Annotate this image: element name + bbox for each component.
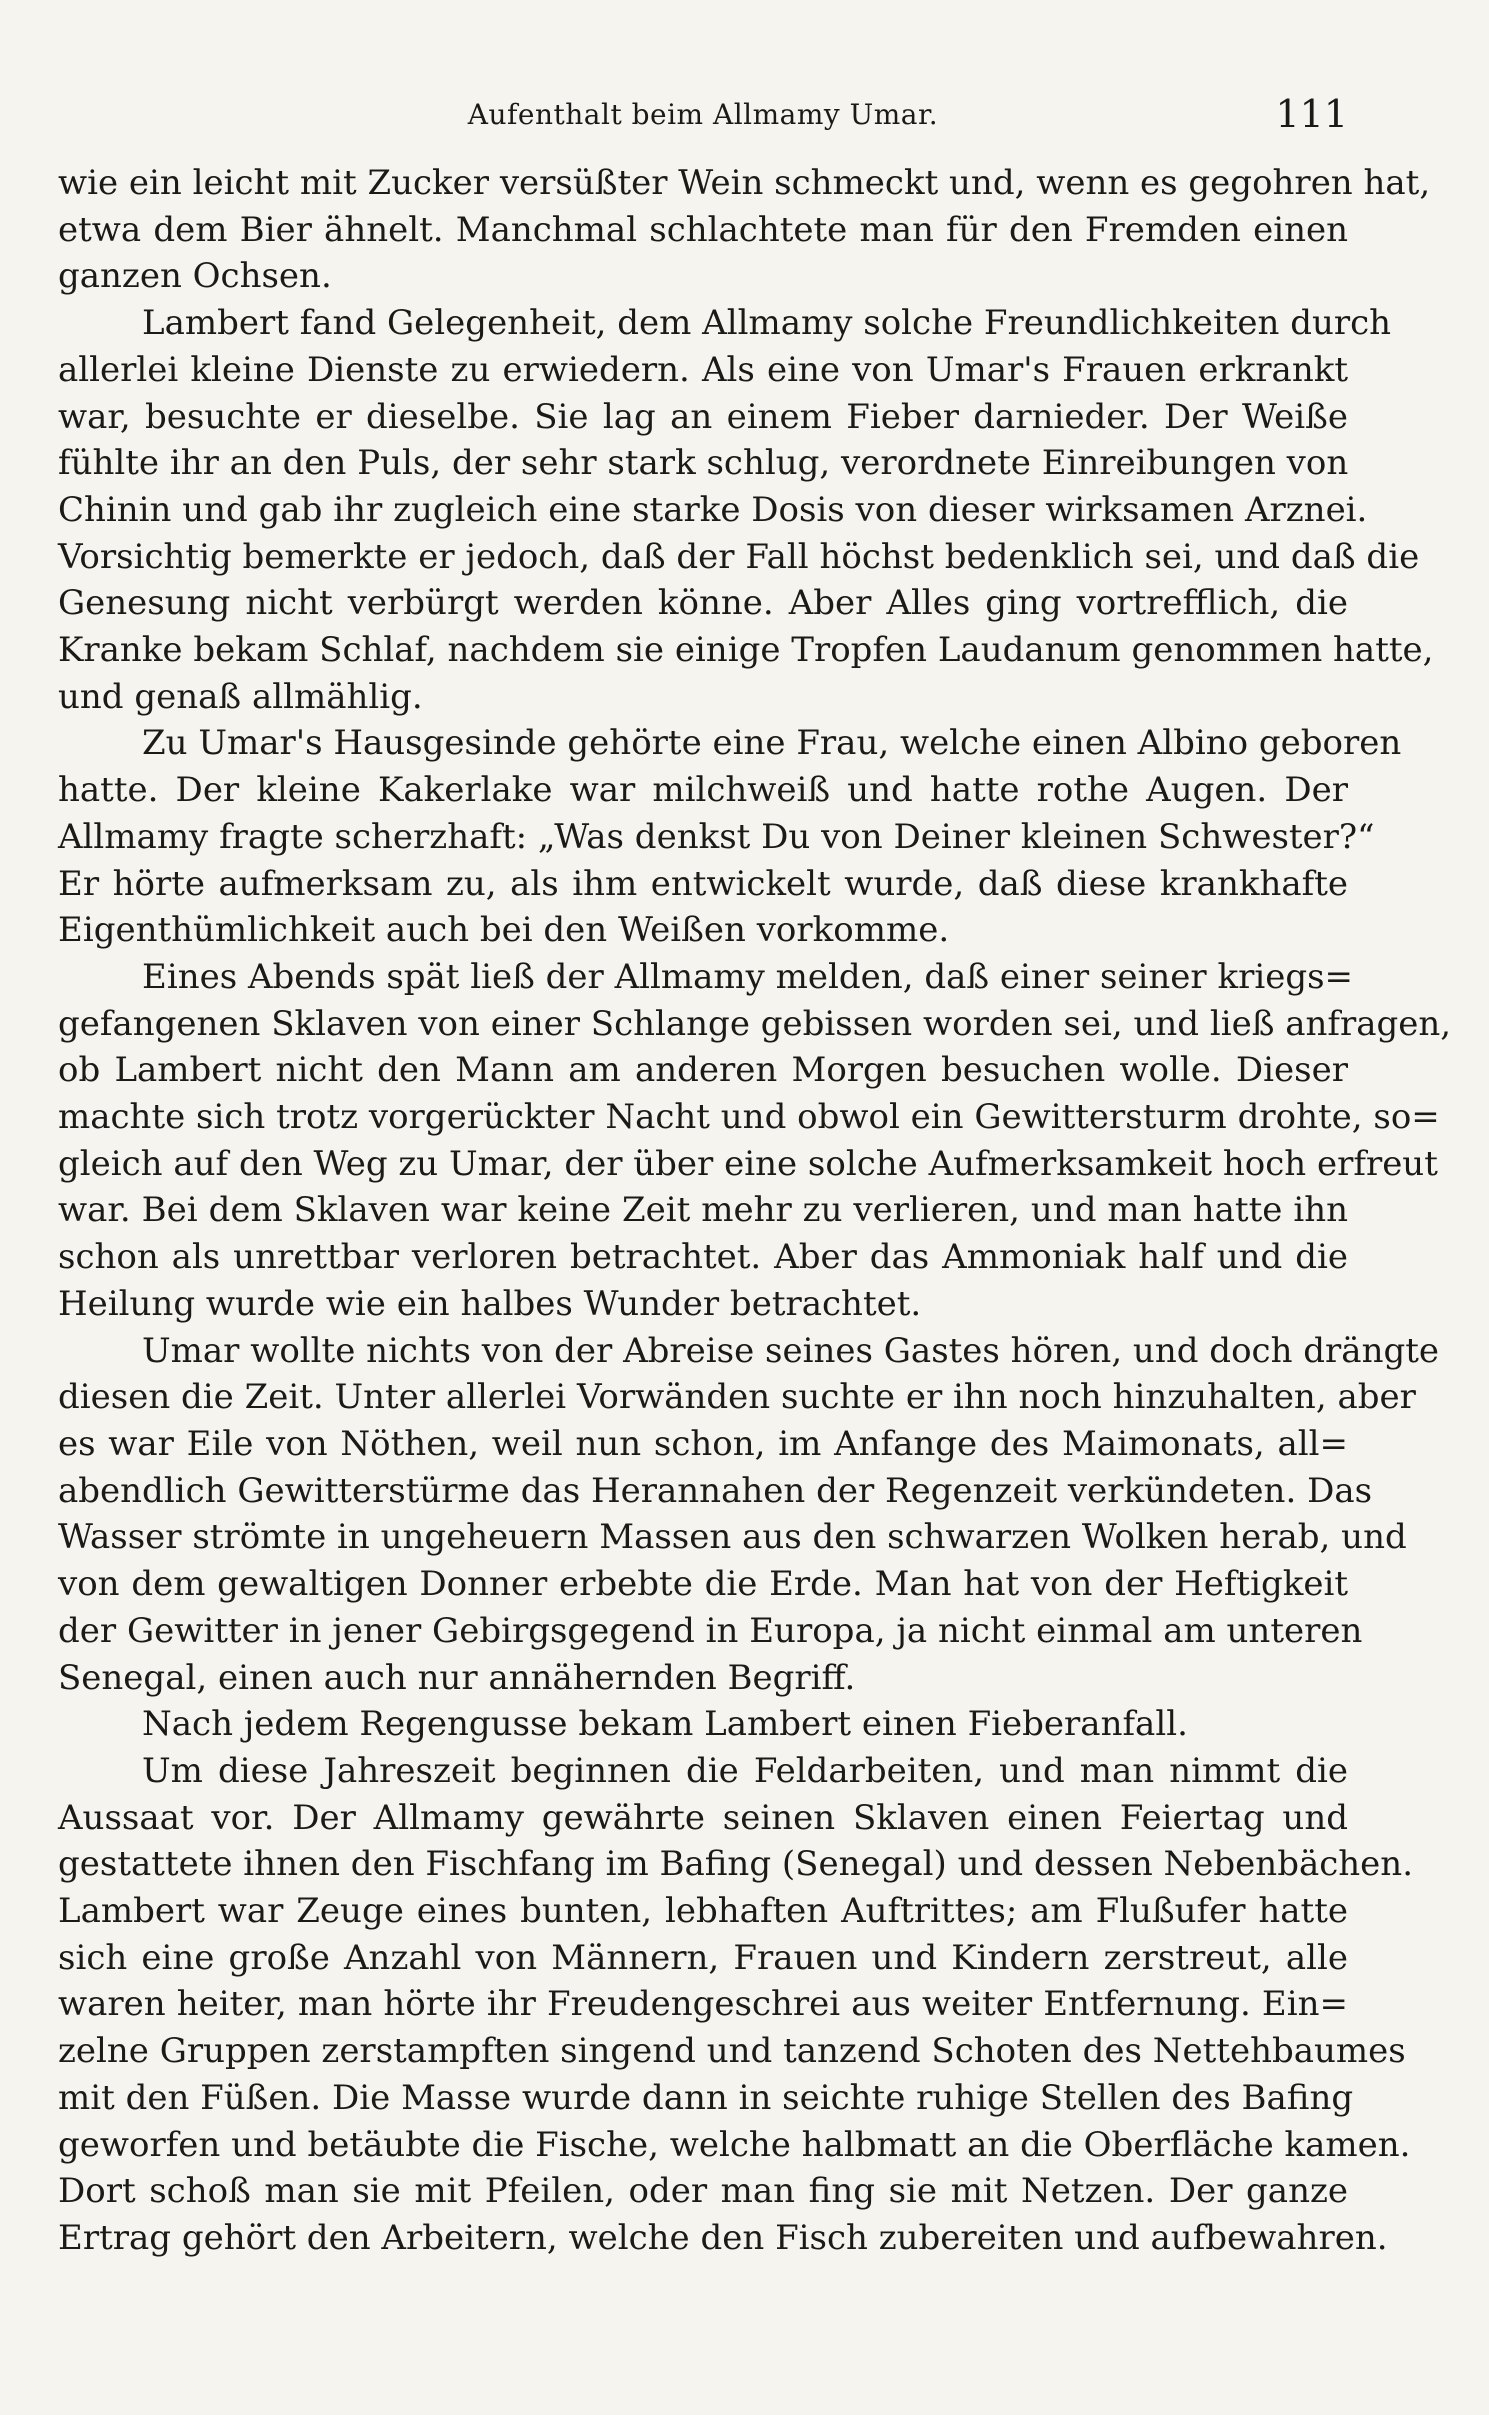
text-line: Um diese Jahreszeit beginnen die Feldarbeiten, und man nimmt die — [142, 1750, 1348, 1791]
paragraph — [58, 300, 1434, 720]
text-line: der Gewitter in jener Gebirgsgegend in Europa, ja nicht einmal am unteren — [58, 1610, 1363, 1651]
paragraph — [58, 1701, 1348, 1748]
text-line: Wasser strömte in ungeheuern Massen aus den schwarzen Wolken herab, und — [58, 1517, 1407, 1558]
page-number: 111 — [1275, 92, 1348, 136]
text-line: Chinin und gab ihr zugleich eine starke Dosis von dieser wirksamen Arznei. — [58, 489, 1368, 530]
text-line: war, besuchte er dieselbe. Sie lag an einem Fieber darnieder. Der Weiße — [58, 396, 1348, 437]
text-line: Genesung nicht verbürgt werden könne. Aber Alles ging vortrefflich, die — [58, 583, 1348, 624]
text-line: mit den Füßen. Die Masse wurde dann in seichte ruhige Stellen des Bafing — [58, 2077, 1354, 2118]
text-line: ob Lambert nicht den Mann am anderen Morgen besuchen wolle. Dieser — [58, 1050, 1348, 1091]
text-line: geworfen und betäubte die Fische, welche halbmatt an die Oberfläche kamen. — [58, 2124, 1411, 2165]
text-line: allerlei kleine Dienste zu erwiedern. Als eine von Umar's Frauen erkrankt — [58, 349, 1348, 390]
text-line: machte sich trotz vorgerückter Nacht und obwol ein Gewittersturm drohte, so= — [58, 1097, 1440, 1138]
text-line: Umar wollte nichts von der Abreise seines Gastes hören, und doch drängte — [142, 1330, 1440, 1371]
text-line: schon als unrettbar verloren betrachtet. Aber das Ammoniak half und die — [58, 1237, 1348, 1278]
text-line: Zu Umar's Hausgesinde gehörte eine Frau, welche einen Albino geboren — [142, 723, 1402, 764]
paragraph — [58, 720, 1402, 954]
text-line: Kranke bekam Schlaf, nachdem sie einige Tropfen Laudanum genommen hatte, — [58, 630, 1434, 671]
text-line: Allmamy fragte scherzhaft: „Was denkst Du von Deiner kleinen Schwester?“ — [58, 816, 1375, 857]
text-line: Nach jedem Regengusse bekam Lambert einen Fieberanfall. — [142, 1704, 1188, 1745]
text-line: Dort schoß man sie mit Pfeilen, oder man fing sie mit Netzen. Der ganze — [58, 2171, 1348, 2212]
text-line: Lambert war Zeuge eines bunten, lebhaften Auftrittes; am Flußufer hatte — [58, 1891, 1348, 1932]
text-line: Ertrag gehört den Arbeitern, welche den Fisch zubereiten und aufbewahren. — [58, 2217, 1388, 2258]
body-text — [58, 160, 1452, 2262]
text-line: gefangenen Sklaven von einer Schlange gebissen worden sei, und ließ anfragen, — [58, 1003, 1452, 1044]
text-line: wie ein leicht mit Zucker versüßter Wein schmeckt und, wenn es gegohren hat, — [58, 163, 1431, 203]
paragraph — [58, 954, 1452, 1328]
text-line: war. Bei dem Sklaven war keine Zeit mehr zu verlieren, und man hatte ihn — [58, 1190, 1348, 1231]
text-line: hatte. Der kleine Kakerlake war milchweiß und hatte rothe Augen. Der — [58, 770, 1348, 811]
text-line: es war Eile von Nöthen, weil nun schon, im Anfange des Maimonats, all= — [58, 1423, 1348, 1464]
paragraph — [58, 160, 1431, 300]
text-line: diesen die Zeit. Unter allerlei Vorwänden suchte er ihn noch hinzuhalten, aber — [58, 1377, 1416, 1418]
text-line: gestattete ihnen den Fischfang im Bafing (Senegal) und dessen Nebenbächen. — [58, 1844, 1414, 1885]
text-line: und genaß allmählig. — [58, 676, 423, 717]
text-line: Eines Abends spät ließ der Allmamy melden, daß einer seiner kriegs= — [142, 956, 1354, 997]
text-line: waren heiter, man hörte ihr Freudengeschrei aus weiter Entfernung. Ein= — [58, 1984, 1348, 2025]
book-page — [58, 92, 1452, 2262]
running-title: Aufenthalt beim Allmamy Umar. — [467, 98, 939, 131]
text-line: etwa dem Bier ähnelt. Manchmal schlachtete man für den Fremden einen — [58, 209, 1348, 250]
text-line: fühlte ihr an den Puls, der sehr stark schlug, verordnete Einreibungen von — [58, 443, 1349, 484]
text-line: von dem gewaltigen Donner erbebte die Erde. Man hat von der Heftigkeit — [58, 1564, 1348, 1605]
text-line: ganzen Ochsen. — [58, 256, 332, 297]
text-line: zelne Gruppen zerstampften singend und tanzend Schoten des Nettehbaumes — [58, 2031, 1406, 2072]
page-header — [58, 92, 1348, 152]
text-line: gleich auf den Weg zu Umar, der über eine solche Aufmerksamkeit hoch erfreut — [58, 1143, 1438, 1184]
text-line: Aussaat vor. Der Allmamy gewährte seinen Sklaven einen Feiertag und — [58, 1797, 1348, 1838]
text-line: Eigenthümlichkeit auch bei den Weißen vorkomme. — [58, 910, 950, 951]
text-line: Er hörte aufmerksam zu, als ihm entwickelt wurde, daß diese krankhafte — [58, 863, 1348, 904]
text-line: Senegal, einen auch nur annähernden Begriff. — [58, 1657, 856, 1698]
text-line: abendlich Gewitterstürme das Herannahen der Regenzeit verkündeten. Das — [58, 1470, 1373, 1511]
text-line: Heilung wurde wie ein halbes Wunder betrachtet. — [58, 1283, 922, 1324]
text-line: Lambert fand Gelegenheit, dem Allmamy solche Freundlichkeiten durch — [142, 303, 1392, 344]
text-line: Vorsichtig bemerkte er jedoch, daß der Fall höchst bedenklich sei, und daß die — [58, 536, 1420, 577]
text-line: sich eine große Anzahl von Männern, Frauen und Kindern zerstreut, alle — [58, 1937, 1348, 1978]
paragraph — [58, 1748, 1414, 2262]
paragraph — [58, 1328, 1440, 1702]
